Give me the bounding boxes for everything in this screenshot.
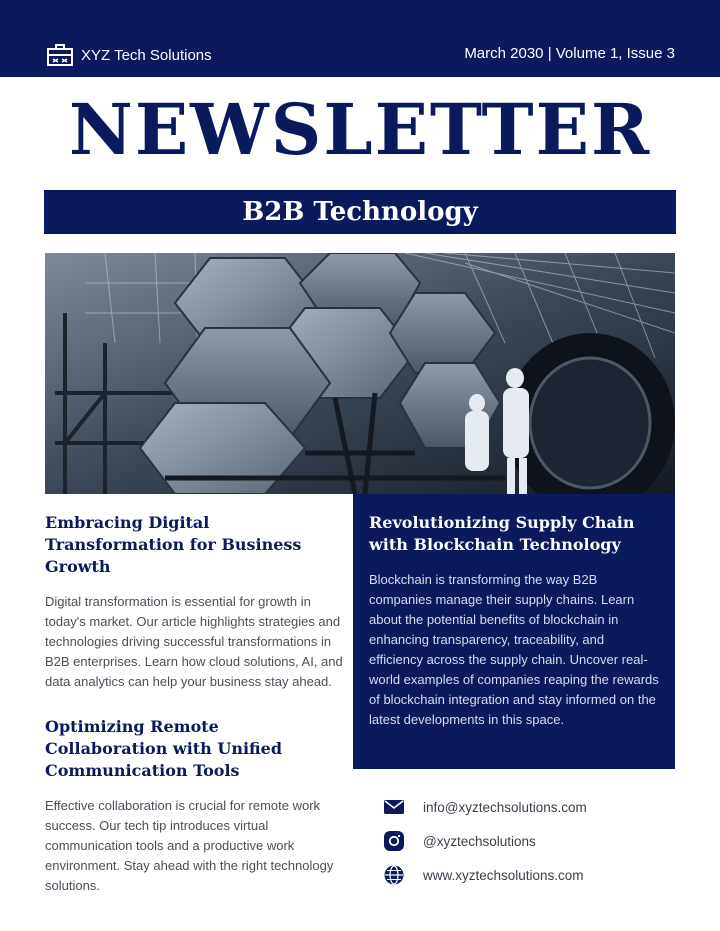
hero-image bbox=[45, 253, 675, 494]
article-heading-digital-transformation: Embracing Digital Transformation for Business Growth bbox=[45, 513, 302, 576]
contact-email-text: info@xyztechsolutions.com bbox=[423, 799, 587, 815]
article-body-remote-collaboration: Effective collaboration is crucial for remote work success. Our tech tip introduces virtual communication tools and a productive work environment. Stay ahead with the right technology solutions. bbox=[45, 798, 334, 893]
contact-instagram-text: @xyztechsolutions bbox=[423, 833, 536, 849]
newsletter-title: NEWSLETTER bbox=[68, 88, 652, 171]
issue-info: March 2030 | Volume 1, Issue 3 bbox=[464, 45, 675, 62]
featured-article-panel bbox=[353, 494, 675, 769]
article-heading-remote-collaboration: Optimizing Remote Collaboration with Unified Communication Tools bbox=[45, 717, 283, 780]
contact-website[interactable] bbox=[382, 858, 682, 892]
top-bar bbox=[0, 0, 720, 77]
left-column bbox=[45, 512, 345, 896]
instagram-icon bbox=[382, 829, 406, 853]
contact-website-text: www.xyztechsolutions.com bbox=[423, 867, 584, 883]
brand-name: XYZ Tech Solutions bbox=[81, 46, 212, 64]
telescope-mirror-photo bbox=[45, 253, 675, 494]
briefcase-logo-icon bbox=[45, 42, 75, 68]
contact-email[interactable] bbox=[382, 790, 682, 824]
contact-list bbox=[382, 790, 682, 892]
subject-banner: B2B Technology bbox=[44, 190, 676, 234]
contact-instagram[interactable] bbox=[382, 824, 682, 858]
mail-icon bbox=[382, 795, 406, 819]
brand bbox=[45, 42, 212, 68]
article-body-digital-transformation: Digital transformation is essential for growth in today's market. Our article highlights strategies and technologies driving successful transformations in B2B enterprises. Learn how cloud solutions, AI, and data analytics can help your business stay ahead. bbox=[45, 594, 343, 689]
globe-icon bbox=[382, 863, 406, 887]
article-heading-blockchain: Revolutionizing Supply Chain with Blockchain Technology bbox=[369, 513, 635, 554]
article-body-blockchain: Blockchain is transforming the way B2B companies manage their supply chains. Learn about the potential benefits of blockchain in enhancing transparency, traceability, and efficiency across the supply chain. Uncover real-world examples of companies reaping the rewards of blockchain integration and stay informed on the latest developments in this space. bbox=[369, 572, 659, 727]
